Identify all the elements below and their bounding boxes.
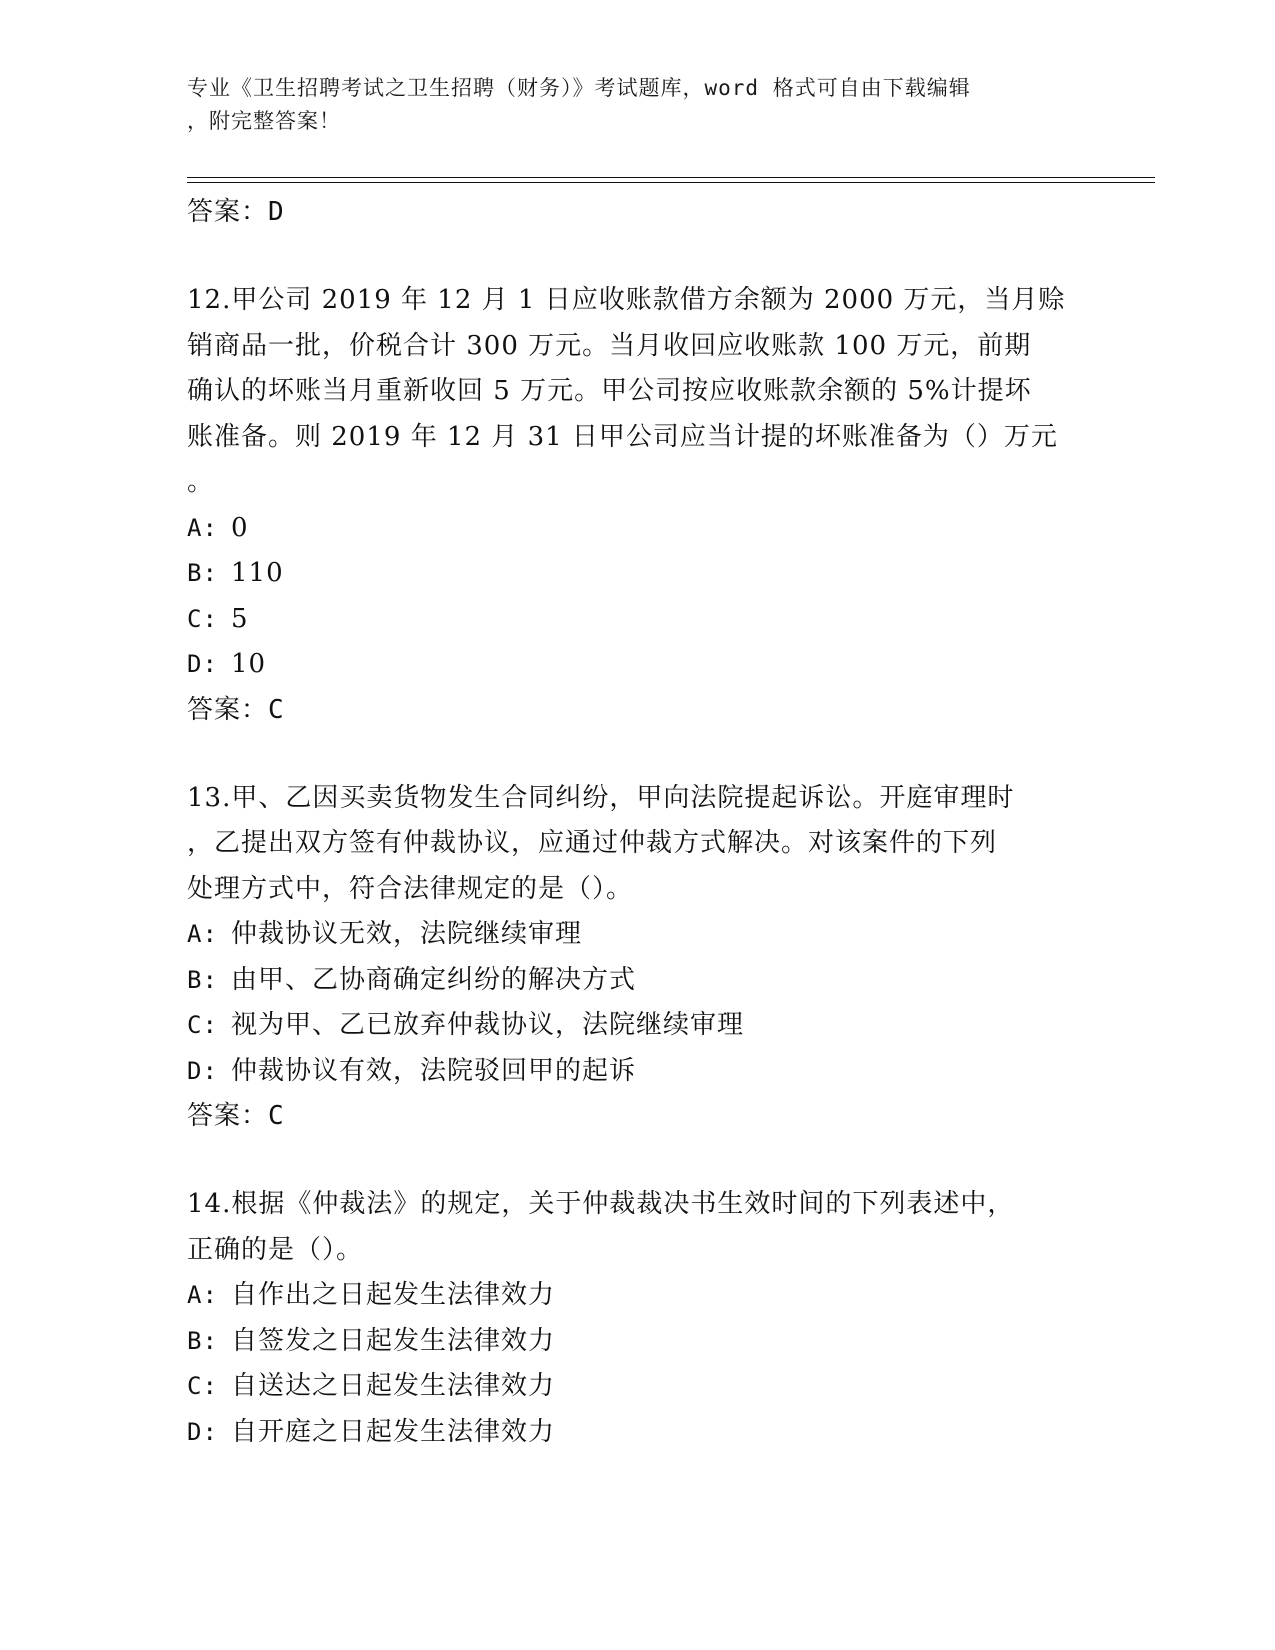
header-line-2: ，附完整答案！	[187, 109, 341, 133]
option-letter: C:	[187, 1011, 218, 1039]
question-line: 账准备。则 2019 年 12 月 31 日甲公司应当计提的坏账准备为（）万元	[187, 421, 1058, 452]
option-d	[187, 642, 1087, 688]
option-b	[187, 551, 1087, 597]
question-line: 处理方式中，符合法律规定的是（）。	[187, 873, 634, 904]
option-text: 自作出之日起发生法律效力	[231, 1280, 556, 1310]
question-line: 14.根据《仲裁法》的规定，关于仲裁裁决书生效时间的下列表述中，	[187, 1189, 1015, 1219]
option-text: 仲裁协议无效，法院继续审理	[231, 919, 583, 949]
question-14	[187, 1182, 1087, 1455]
option-text: 由甲、乙协商确定纠纷的解决方式	[231, 964, 637, 995]
option-letter: C:	[187, 1372, 218, 1400]
option-b	[187, 958, 1087, 1004]
option-letter: D:	[187, 1056, 218, 1085]
question-line: 销商品一批，价税合计 300 万元。当月收回应收账款 100 万元，前期	[187, 330, 1032, 361]
document-body	[187, 190, 1087, 1455]
option-letter: A:	[187, 920, 218, 948]
document-header	[187, 72, 1067, 138]
option-letter: A:	[187, 1281, 218, 1309]
option-text: 自签发之日起发生法律效力	[231, 1325, 556, 1356]
option-letter: A:	[187, 513, 218, 542]
question-13	[187, 776, 1087, 1140]
option-text: 自开庭之日起发生法律效力	[231, 1416, 556, 1447]
question-line: 正确的是（）。	[187, 1234, 364, 1265]
option-letter: D:	[187, 1417, 218, 1446]
option-text: 0	[231, 512, 249, 543]
option-text: 仲裁协议有效，法院驳回甲的起诉	[231, 1055, 637, 1086]
option-c	[187, 1364, 1087, 1410]
previous-answer: 答案：D	[187, 197, 285, 227]
option-letter: B:	[187, 1326, 218, 1355]
option-letter: C:	[187, 604, 218, 633]
question-line: 13.甲、乙因买卖货物发生合同纠纷，甲向法院提起诉讼。开庭审理时	[187, 782, 1015, 813]
option-d	[187, 1410, 1087, 1456]
question-12	[187, 278, 1087, 733]
question-stem	[187, 278, 1077, 506]
header-divider-bottom	[187, 182, 1155, 183]
option-a	[187, 1273, 1087, 1319]
question-line: 12.甲公司 2019 年 12 月 1 日应收账款借方余额为 2000 万元，当月赊	[187, 285, 1066, 315]
option-letter: D:	[187, 650, 218, 678]
option-b	[187, 1319, 1087, 1365]
question-stem	[187, 1182, 1077, 1273]
option-text: 5	[231, 603, 249, 634]
question-stem	[187, 776, 1077, 913]
question-line: 确认的坏账当月重新收回 5 万元。甲公司按应收账款余额的 5%计提坏	[187, 376, 1032, 406]
header-divider-top	[187, 177, 1155, 178]
option-text: 110	[231, 558, 284, 588]
option-text: 10	[231, 649, 267, 679]
option-letter: B:	[187, 559, 218, 587]
option-c	[187, 597, 1087, 643]
option-letter: B:	[187, 965, 218, 994]
answer-label: 答案：C	[187, 1101, 285, 1131]
option-c	[187, 1003, 1087, 1049]
option-text: 视为甲、乙已放弃仲裁协议，法院继续审理	[231, 1010, 745, 1040]
option-a	[187, 912, 1087, 958]
option-d	[187, 1049, 1087, 1095]
option-a	[187, 506, 1087, 552]
question-line: ，乙提出双方签有仲裁协议，应通过仲裁方式解决。对该案件的下列	[187, 828, 998, 858]
header-line-1: 专业《卫生招聘考试之卫生招聘（财务）》考试题库，word 格式可自由下载编辑	[187, 76, 971, 100]
answer-label: 答案：C	[187, 694, 285, 725]
option-text: 自送达之日起发生法律效力	[231, 1371, 556, 1401]
question-line: 。	[187, 467, 215, 497]
